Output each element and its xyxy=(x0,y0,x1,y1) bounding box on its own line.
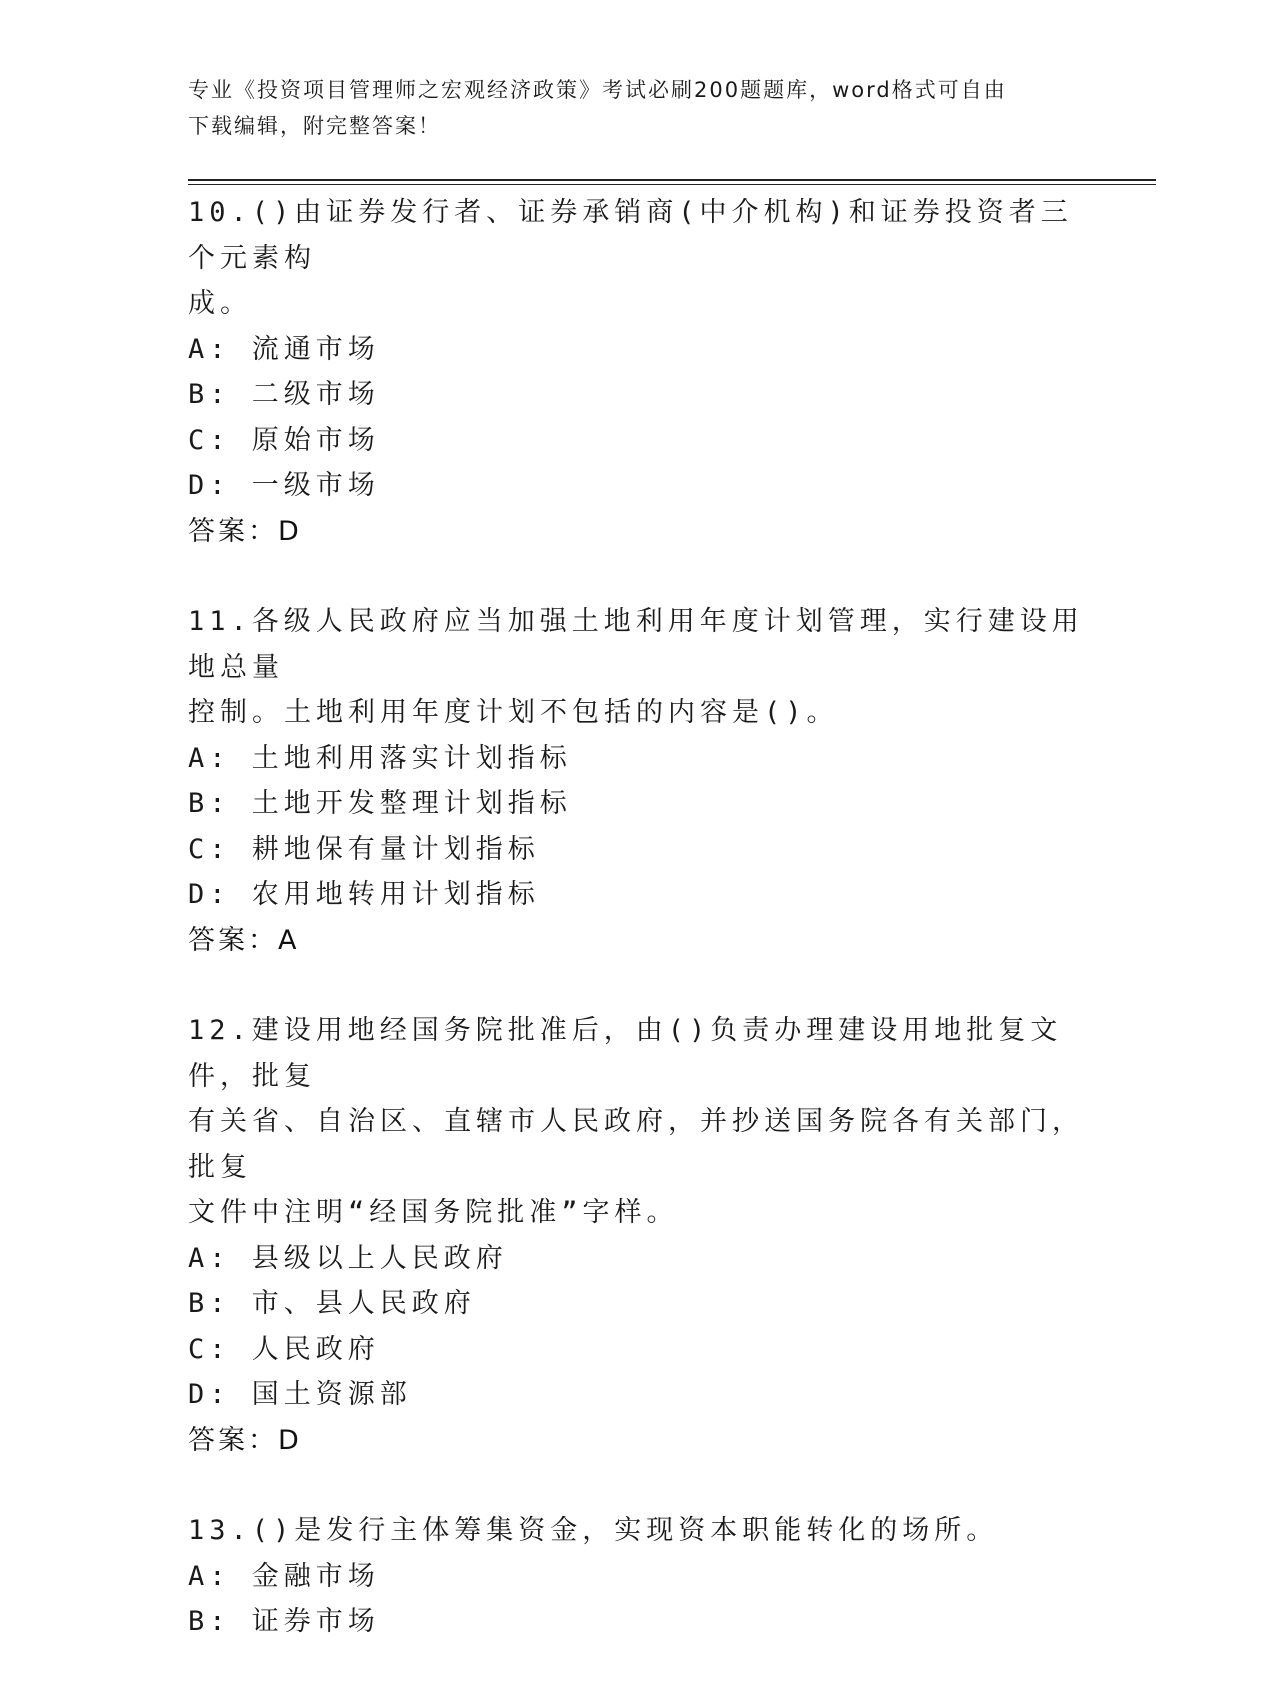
question-12 xyxy=(188,1008,1088,1463)
option-d: D: 国土资源部 xyxy=(188,1379,412,1410)
question-stem-line: 控制。土地利用年度计划不包括的内容是()。 xyxy=(188,697,839,728)
question-stem-line: 有关省、自治区、直辖市人民政府，并抄送国务院各有关部门，批复 xyxy=(188,1106,1084,1183)
option-b: B: 二级市场 xyxy=(188,379,380,410)
question-stem-line: 文件中注明“经国务院批准”字样。 xyxy=(188,1197,679,1228)
option-b: B: 证券市场 xyxy=(188,1606,380,1637)
question-stem-line: 成。 xyxy=(188,288,252,319)
option-d: D: 农用地转用计划指标 xyxy=(188,879,540,910)
option-b: B: 土地开发整理计划指标 xyxy=(188,788,572,819)
option-c: C: 人民政府 xyxy=(188,1333,380,1365)
option-a: A: 金融市场 xyxy=(188,1560,380,1592)
question-list xyxy=(188,190,1088,1690)
question-stem-line: 10.()由证券发行者、证券承销商(中介机构)和证券投资者三个元素构 xyxy=(188,197,1073,274)
option-a: A: 土地利用落实计划指标 xyxy=(188,742,572,774)
header-divider-thin xyxy=(188,184,1156,185)
option-c: C: 原始市场 xyxy=(188,424,380,456)
answer-label: 答案：A xyxy=(188,924,300,956)
header-line-1: 专业《投资项目管理师之宏观经济政策》考试必刷200题题库，word格式可自由 xyxy=(188,78,1007,102)
answer-label: 答案：D xyxy=(188,515,302,547)
question-stem-line: 13.()是发行主体筹集资金，实现资本职能转化的场所。 xyxy=(188,1515,999,1546)
document-header xyxy=(188,72,1068,144)
option-a: A: 流通市场 xyxy=(188,333,380,365)
option-a: A: 县级以上人民政府 xyxy=(188,1242,508,1274)
question-11 xyxy=(188,599,1088,963)
question-10 xyxy=(188,190,1088,554)
header-line-2: 下载编辑，附完整答案！ xyxy=(188,114,441,138)
option-d: D: 一级市场 xyxy=(188,470,380,501)
question-stem-line: 11.各级人民政府应当加强土地利用年度计划管理，实行建设用地总量 xyxy=(188,606,1084,683)
question-stem-line: 12.建设用地经国务院批准后，由()负责办理建设用地批复文件，批复 xyxy=(188,1015,1063,1092)
option-b: B: 市、县人民政府 xyxy=(188,1288,476,1319)
option-c: C: 耕地保有量计划指标 xyxy=(188,833,540,865)
answer-label: 答案：D xyxy=(188,1424,302,1456)
question-13 xyxy=(188,1508,1088,1645)
header-divider-thick xyxy=(188,179,1156,181)
